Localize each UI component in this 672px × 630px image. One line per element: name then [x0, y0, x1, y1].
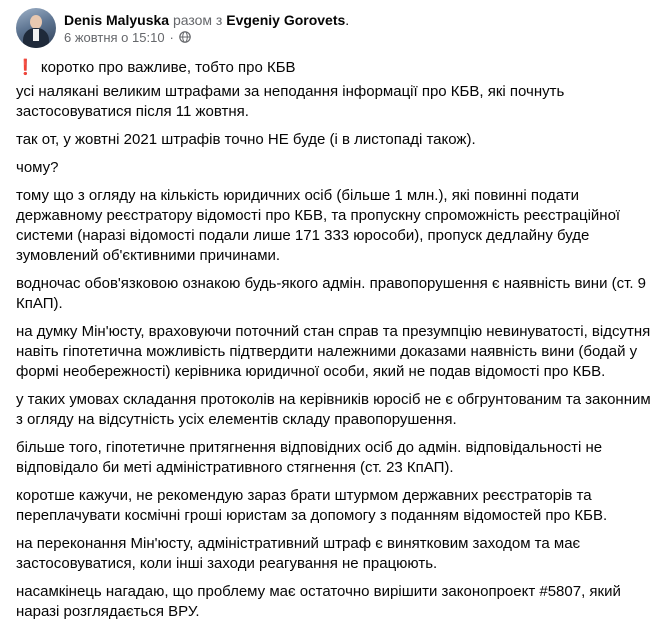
author-avatar[interactable]	[16, 8, 56, 48]
post-paragraph: на переконання Мін'юсту, адміністративний штраф є винятковим заходом та має застосовуватися, коли інші заходи реагування не працюють.	[16, 535, 581, 572]
post-paragraph: більше того, гіпотетичне притягнення відповідних осіб до адмін. відповідальності не відповідало би меті адміністративного стягнення (ст. 23 КпАП).	[16, 439, 603, 476]
post-paragraph: у таких умовах складання протоколів на керівників юросіб не є обгрунтованим та законним з огляду на відсутність усіх елементів складу правопорушення.	[16, 391, 651, 428]
post-paragraph: так от, у жовтні 2021 штрафів точно НЕ буде (і в листопаді також).	[16, 131, 476, 148]
avatar-shirt	[33, 29, 39, 41]
avatar-head	[30, 15, 42, 29]
trailing-dot: .	[345, 11, 350, 28]
globe-icon[interactable]	[179, 31, 191, 43]
connector-text: разом з	[172, 11, 223, 28]
post-paragraph: чому?	[16, 159, 59, 176]
post-paragraph: тому що з огляду на кількість юридичних осіб (більше 1 млн.), які повинні подати державному реєстратору відомості про КБВ, та пропускну спроможність реєстраційної системи (наразі відомості подали лише 171 333 юрособи), пропуск дедлайну буде зумовлений об'єктивними причинами.	[16, 187, 621, 264]
post-title	[16, 58, 656, 78]
post-title-text: коротко про важливе, тобто про КБВ	[40, 59, 296, 76]
post-paragraph: на думку Мін'юсту, враховуючи поточний стан справ та презумпцію невинуватості, відсутня навіть гіпотетична можливість підтвердити належними доказами наявність вини (бодай у формі необережності) керівника юридичної особи, який не подав відомості про КБВ.	[16, 323, 651, 380]
post-body	[16, 58, 656, 630]
author-name-link[interactable]: Denis Malyuska	[64, 11, 170, 28]
author-line	[64, 11, 349, 29]
post-header	[16, 8, 349, 48]
exclamation-icon: ❗	[16, 59, 35, 76]
post-meta	[64, 11, 349, 46]
post-paragraph: водночас обов'язковою ознакою будь-якого адмін. правопорушення є наявність вини (ст. 9 КпАП).	[16, 275, 647, 312]
post-paragraph: усі налякані великим штрафами за неподання інформації про КБВ, які почнуть застосовуватися після 11 жовтня.	[16, 83, 565, 120]
post-timestamp-link[interactable]: 6 жовтня о 15:10	[64, 29, 165, 45]
timestamp-line	[64, 29, 349, 46]
meta-separator: ·	[169, 29, 174, 45]
post-paragraph: коротше кажучи, не рекомендую зараз брати штурмом державних реєстраторів та переплачувати космічні гроші юристам за допомогу з поданням відомостей про КБВ.	[16, 487, 608, 524]
coauthor-name-link[interactable]: Evgeniy Gorovets	[226, 11, 346, 28]
post-paragraph: насамкінець нагадаю, що проблему має остаточно вирішити законопроект #5807, який наразі розглядається ВРУ.	[16, 583, 621, 620]
